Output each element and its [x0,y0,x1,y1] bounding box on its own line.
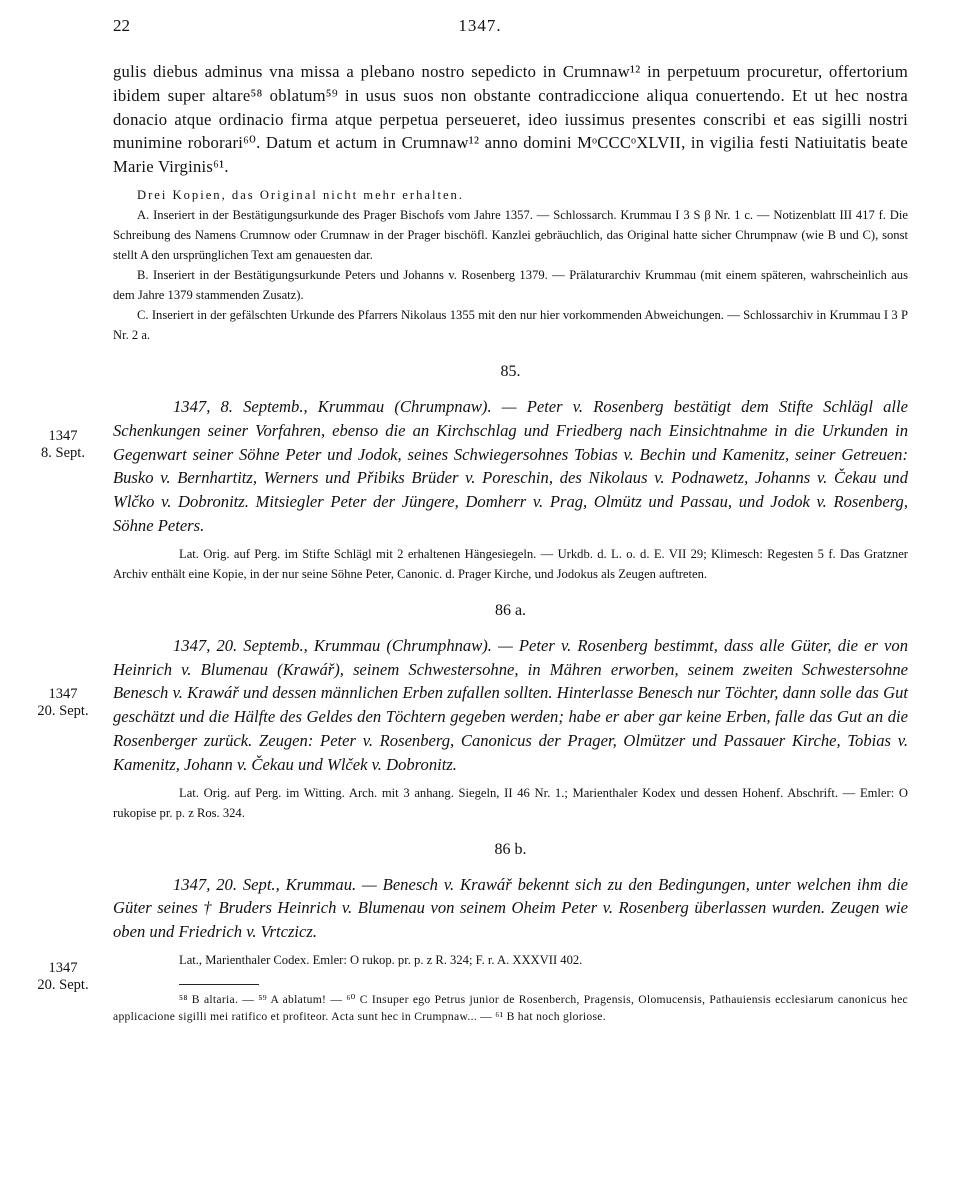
footnote-text: ⁵⁸ B altaria. — ⁵⁹ A ablatum! — ⁶⁰ C Insuper ego Petrus junior de Rosenberch, Pragensis, Olomucensis, Pathauiensis ecclesiarum canonicus hec applicacione sigilli mei ratifico et profiteor. Acta sunt hec in Crumpnaw... — ⁶¹ B hat noch gloriose. [113,992,908,1023]
margin-year: 1347 [48,428,78,444]
charter-text-continuation: gulis diebus adminus vna missa a plebano nostro sepedicto in Crumnaw¹² in perpetuum procuretur, offertorium ibidem super altare⁵⁸ oblatum⁵⁹ in usus suos non obstante contradiccione aliqua conuertendo. Et ut hec nostra donacio atque ordinacio firma atque perpetua perseueret, ideo iussimus presentes conscribi et eas sigilli nostri munimine roborari⁶⁰. Datum et actum in Crumnaw¹² anno domini MᵒCCCᵒXLVII, in vigilia festi Natiuitatis beate Marie Virginis⁶¹. [113,62,908,177]
entry-86a [113,602,908,823]
running-header [0,16,960,42]
copy-c-note: C. Inseriert in der gefälschten Urkunde des Pfarrers Nikolaus 1355 mit den nur hier vorkommenden Abweichungen. — Schlossarchiv in Krummau I 3 P Nr. 2 a. [113,307,908,342]
margin-day: 20. Sept. [37,703,89,719]
footnote-divider [179,984,259,985]
copies-apparatus [113,185,908,345]
entry-source: Lat. Orig. auf Perg. im Witting. Arch. mit 3 anhang. Siegeln, II 46 Nr. 1.; Marienthaler Kodex und dessen Hohenf. Abschrift. — Emler: O rukopise pr. p. z Ros. 324. [113,785,908,820]
margin-day: 8. Sept. [41,445,85,461]
margin-day: 20. Sept. [37,977,89,993]
entry-regest: 1347, 8. Septemb., Krummau (Chrumpnaw). — Peter v. Rosenberg bestätigt dem Stifte Schlägl alle Schenkungen seiner Vorfahren, ebenso die an Kirchschlag und Friedberg nach Einsichtnahme in die Urkunden in Gegenwart seiner Söhne Peter und Jodok, seines Schwiegersohnes Tobias v. Bechin und Kamenitz, seiner Getreuen: Busko v. Bernhartitz, Werners und Přibiks Brüder v. Poreschin, des Nikolaus v. Podnawetz, Johanns v. Čekau und Wlčko v. Dobronitz. Mitsiegler Peter der Jüngere, Domherr v. Prag, Olmütz und Passau, und Jodok v. Rosenberg, Söhne Peters. [113,396,908,535]
margin-date-86b [33,960,93,994]
margin-year: 1347 [48,960,78,976]
margin-date-86a [33,686,93,720]
margin-year: 1347 [48,686,78,702]
margin-date-85 [33,428,93,462]
copy-a-note: A. Inseriert in der Bestätigungsurkunde des Prager Bischofs vom Jahre 1357. — Schlossarch. Krummau I 3 S β Nr. 1 c. — Notizenblatt III 417 f. Die Schreibung des Namens Crumnow oder Crumnaw in der Prager bischöfl. Kanzlei gebräuchlich, das Original hatte sicher Chrumpnaw (wie B und C), sonst stellt A den ursprünglichen Text am genauesten dar. [113,207,908,262]
entry-source: Lat., Marienthaler Codex. Emler: O rukop. pr. p. z R. 324; F. r. A. XXXVII 402. [179,952,583,967]
entry-regest: 1347, 20. Septemb., Krummau (Chrumphnaw). — Peter v. Rosenberg bestimmt, dass alle Güter, die er von Heinrich v. Blumenau (Krawář), seinem Schwestersohne, in Mähren erworben, seinem zweiten Schwestersohne Benesch v. Krawář und dessen männlichen Erben zufallen sollten. Hinterlasse Benesch nur Töchter, dann solle das Gut geschätzt und die Hälfte des Geldes den Töchtern gegeben werden; habe er aber gar keine Erben, falle das Gut an die Rosenberger zurück. Zeugen: Peter v. Rosenberg, Canonicus der Prager, Olmützer und Passauer Kirche, Tobias v. Kamenitz, Johann v. Čekau und Wlček v. Dobronitz. [113,635,908,774]
entry-number: 86 b. [494,840,527,858]
entry-number: 86 a. [494,601,527,619]
entry-86b [113,841,908,970]
entry-85 [113,363,908,584]
entry-number: 85. [500,362,521,380]
running-head-year: 1347. [458,16,502,35]
entry-source: Lat. Orig. auf Perg. im Stifte Schlägl mit 2 erhaltenen Hängesiegeln. — Urkdb. d. L. o. d. E. VII 29; Klimesch: Regesten 5 f. Das Gratzner Archiv enthält eine Kopie, in der nur seine Söhne Peter, Canonic. d. Prager Kirche, und Jodokus als Zeugen auftreten. [113,546,908,581]
page-number: 22 [113,16,130,35]
copies-heading: Drei Kopien, das Original nicht mehr erhalten. [137,187,465,202]
copy-b-note: B. Inseriert in der Bestätigungsurkunde Peters und Johanns v. Rosenberg 1379. — Prälaturarchiv Krummau (mit einem späteren, wahrscheinlich aus dem Jahre 1379 stammenden Zusatz). [113,267,908,302]
entry-regest: 1347, 20. Sept., Krummau. — Benesch v. Krawář bekennt sich zu den Bedingungen, unter welchen ihm die Güter seines † Bruders Heinrich v. Blumenau von seinem Oheim Peter v. Rosenberg überlassen wurden. Zeugen wie oben und Friedrich v. Vrtczicz. [113,874,908,942]
footnotes [113,991,908,1025]
page-body [113,60,908,1025]
